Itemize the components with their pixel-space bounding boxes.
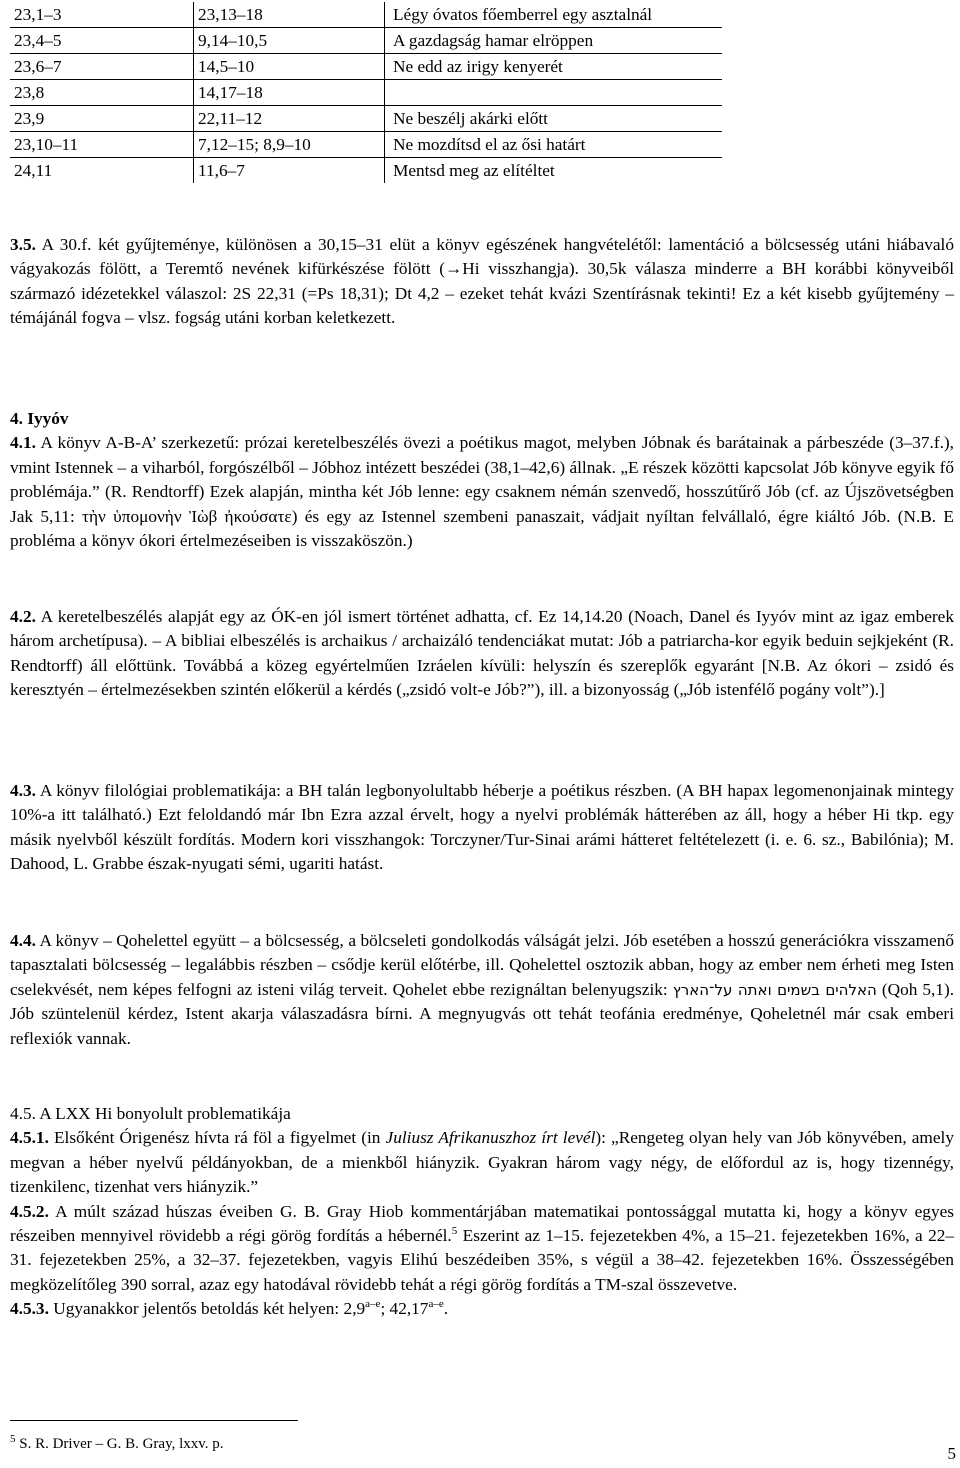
- ref-cell-parallel: 23,13–18: [194, 2, 385, 28]
- paragraph-number: 4.3.: [10, 781, 36, 800]
- section-heading: 4.5. A LXX Hi bonyolult problematikája: [10, 1104, 291, 1123]
- ref-cell-proverbs: 23,9: [10, 106, 194, 132]
- superscript: a–e: [365, 1298, 381, 1311]
- paragraph-4-3: [10, 779, 954, 877]
- ref-cell-parallel: 14,17–18: [194, 80, 385, 106]
- ref-cell-title: Mentsd meg az elítéltet: [393, 161, 555, 180]
- paragraph-number: 4.5.3.: [10, 1299, 49, 1319]
- footnote-divider: [10, 1420, 298, 1421]
- section-3-5: [10, 233, 954, 331]
- table-row: [10, 28, 722, 54]
- paragraph-text: A könyv filológiai problematikája: a BH talán legbonyolultabb héberje a poétikus részben. (A BH hapax legomenonjainak mintegy 10%-a itt található.) Ezt feloldandó már Ibn Ezra azzal érvelt, hogy a nyelvi problémák hátterében az áll, hogy a héber Hi tkp. egy másik nyelvből készült fordítás. Modern kori visszhangok: Torczyner/Tur-Sinai arámi hátteret feltételezett (i. e. 6. sz., Babilónia); M. Dahood, L. Grabbe észak-nyugati sémi, ugariti hatást.: [10, 781, 954, 874]
- paragraph-text: Elsőként Órigenész hívta rá föl a figyelmet (in: [53, 1128, 381, 1148]
- hebrew-quote: האלהים בשמים ואתה על־הארץ: [672, 980, 877, 999]
- reference-table: [10, 2, 722, 183]
- paragraph-number: 4.5.2.: [10, 1201, 49, 1221]
- paragraph-text: A könyv A-B-A’ szerkezetű: prózai keretelbeszélés övezi a poétikus magot, melyben Jóbnak és barátainak a párbeszéde (3–37.f.), vmint Istennek – a viharból, forgószélből – Jóbhoz intézett beszédei (38,1–42,6) állnak. „E részek közötti kapcsolat Jób könyve egyik fő problémája.” (R. Rendtorff) Ezek alapján, mintha két Jób lenne: egy csaknem némán szenvedő, hosszútűrő Jób (cf. az Újszövetségben Jak 5,11: τὴν ὑπομονὴν Ἰὼβ ἠκούσατε) és egy az Istennel szembeni panaszait, vádjait nyíltan felvállaló, égre kiáltó Jób. (N.B. E probléma a könyv ókori értelmezéseiben is visszaköszön.): [10, 433, 954, 551]
- superscript: a–e: [428, 1298, 444, 1311]
- paragraph-text: A könyv – Qohelettel együtt – a bölcsesség, a bölcseleti gondolkodás válságát jelzi. Jób esetében a hosszú generációkra visszamenő tapasztalati bölcsesség – legalábbis részben – csődje kerül előtérbe, ill. Qohelettel osztozik abban, hogy az ember nem érheti meg Isten cselekvését, nem képes felfogni az isteni világ terveit. Qohelet ebbe rezignáltan belenyugszik:: [10, 931, 954, 999]
- section-heading: 4. Iyyóv: [10, 409, 69, 428]
- ref-cell-title: A gazdagság hamar elröppen: [393, 31, 594, 50]
- footnote-text: S. R. Driver – G. B. Gray, lxxv. p.: [19, 1436, 224, 1452]
- table-row: [10, 54, 722, 80]
- section-number: 3.5.: [10, 235, 36, 254]
- paragraph-number: 4.2.: [10, 607, 36, 626]
- paragraph-text-continued: (Qoh 5,1). Jób szüntelenül kérdez, Istent akarja válaszadásra bírni. A megnyugvás ott tehát teofánia eredménye, Qoheletnél már csak emberi reflexiók vannak.: [10, 979, 955, 1048]
- paragraph-text: A keretelbeszélés alapját egy az ÓK-en jól ismert történet adhatta, cf. Ez 14,14.20 (Noach, Danel és Iyyóv mint az igaz emberek három archetípusa). – A bibliai elbeszélés is archaikus / archaizáló tendenciákat mutat: Jób a patriarcha-kor egyik beduin sejkjeként (R. Rendtorff) áll előttünk. Továbbá a közeg egyértelműen Izráelen kívüli: helyszín és szereplők egyaránt [N.B. Az ókori – zsidó és keresztyén – értelmezésekben szintén előkerül a kérdés („zsidó volt-e Jób?”), ill. a bizonyosság („Jób istenfélő pogány volt”).]: [10, 607, 954, 700]
- ref-cell-parallel: 7,12–15; 8,9–10: [194, 132, 385, 158]
- section-4: [10, 407, 954, 553]
- paragraph-text: A múlt század húszas éveiben G. B. Gray Hiob kommentárjában matematikai pontossággal mutatta ki, hogy a könyv egyes részeiben mennyivel rövidebb a régi görög fordítás a hébernél.: [10, 1201, 954, 1246]
- paragraph-number: 4.4.: [10, 931, 36, 950]
- ref-cell-parallel: 14,5–10: [194, 54, 385, 80]
- table-row: [10, 106, 722, 132]
- ref-cell-title: Ne edd az irigy kenyerét: [393, 57, 563, 76]
- ref-cell-parallel: 22,11–12: [194, 106, 385, 132]
- paragraph-4-2: [10, 605, 954, 703]
- ref-cell-title: [385, 80, 723, 106]
- ref-cell-title: Légy óvatos főemberrel egy asztalnál: [393, 5, 653, 24]
- paragraph-text: Ugyanakkor jelentős betoldás két helyen: 2,9: [53, 1299, 366, 1319]
- paragraph-4-4: [10, 929, 954, 1051]
- section-text: A 30.f. két gyűjteménye, különösen a 30,15–31 elüt a könyv egészének hangvételétől: lamentáció a bölcsesség utáni hiábavaló vágyakozás fölött, a Teremtő nevének kifürkészése fölött (→Hi visszhangja). 30,5k válasza minderre a BH korábbi könyveiből származó idézetekkel válaszol: 2S 22,31 (=Ps 18,31); Dt 4,2 – ezeket tehát kvázi Szentírásnak tekinti! Ez a két kisebb gyűjtemény – témájánál fogva – vlsz. fogság utáni korban keletkezett.: [10, 235, 954, 328]
- table-row: [10, 2, 722, 28]
- ref-cell-title: Ne mozdítsd el az ősi határt: [393, 135, 586, 154]
- page-number: 5: [947, 1444, 956, 1463]
- table-row: [10, 132, 722, 158]
- ref-cell-title: Ne beszélj akárki előtt: [393, 109, 548, 128]
- paragraph-number: 4.5.1.: [10, 1128, 49, 1148]
- table-row: [10, 80, 722, 106]
- footnote-number: 5: [10, 1433, 16, 1445]
- section-4-5: [10, 1102, 954, 1322]
- paragraph-end: .: [443, 1299, 449, 1319]
- ref-cell-proverbs: 24,11: [10, 158, 194, 184]
- table-row: [10, 158, 722, 184]
- ref-cell-proverbs: 23,10–11: [10, 132, 194, 158]
- ref-cell-proverbs: 23,6–7: [10, 54, 194, 80]
- footnote-marker: 5: [451, 1225, 458, 1238]
- ref-cell-proverbs: 23,1–3: [10, 2, 194, 28]
- paragraph-text-continued: ): „Rengeteg olyan hely van Jób könyvében, amely megvan a héber nyelvű példányokban, de a mienkből hiányzik. Gyakran három vagy négy, de előfordul az is, hogy tizennégy, tizenkilenc, tizenhat vers hiányzik.”: [10, 1128, 954, 1197]
- ref-cell-proverbs: 23,4–5: [10, 28, 194, 54]
- ref-cell-proverbs: 23,8: [10, 80, 194, 106]
- ref-cell-parallel: 9,14–10,5: [194, 28, 385, 54]
- italic-title: Juliusz Afrikanuszhoz írt levél: [385, 1128, 596, 1148]
- paragraph-text-continued: Eszerint az 1–15. fejezetekben 4%, a 15–21. fejezetekben 16%, a 22–31. fejezetekben 25%, a 32–37. fejezetekben, vagyis Elihú beszédeiben 35%, s végül a 38–42. fejezetekben 16%. Összességében megközelítőleg 390 sorral, azaz egy hatodával rövidebb tehát a régi görög fordítás a TM-szal összevetve.: [10, 1226, 955, 1294]
- paragraph-number: 4.1.: [10, 433, 36, 453]
- paragraph-text-continued: ; 42,17: [380, 1299, 429, 1319]
- ref-cell-parallel: 11,6–7: [194, 158, 385, 184]
- footnote: [10, 1432, 224, 1456]
